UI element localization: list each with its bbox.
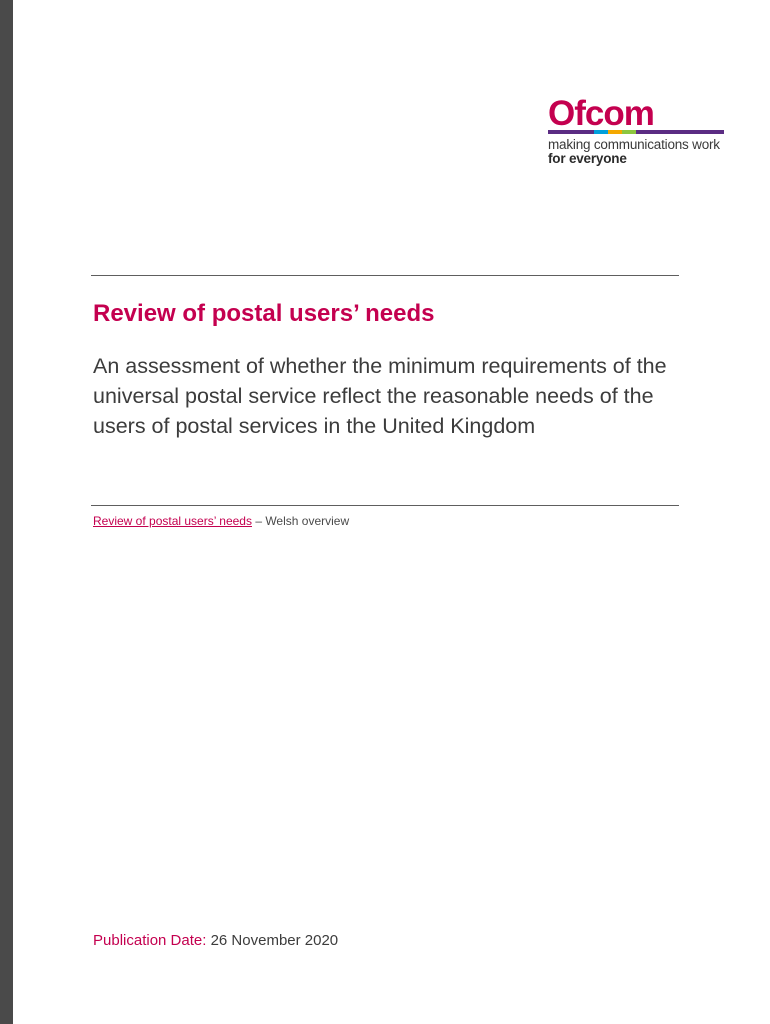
tagline-line-2: for everyone [548, 151, 627, 166]
tagline-line-1: making communications work [548, 137, 720, 152]
publication-date-label: Publication Date: [93, 932, 207, 949]
page-left-edge [0, 0, 13, 1024]
logo-color-stripe [548, 130, 724, 134]
top-divider [91, 275, 679, 276]
postal-users-needs-link[interactable]: Review of postal users’ needs [93, 514, 252, 528]
ofcom-wordmark [548, 98, 726, 128]
publication-date-value: 26 November 2020 [206, 932, 339, 949]
document-subtitle: An assessment of whether the minimum requirements of the universal postal service reflect the reasonable needs of the users of postal services in the United Kingdom [93, 354, 667, 438]
welsh-overview-suffix: – Welsh overview [251, 514, 350, 528]
document-title: Review of postal users’ needs [93, 300, 435, 327]
svg-text:Ofcom: Ofcom [548, 98, 654, 128]
bottom-divider [91, 505, 679, 506]
welsh-overview-line [93, 514, 349, 528]
publication-date [93, 932, 338, 949]
ofcom-logo [548, 98, 728, 166]
logo-tagline [548, 138, 720, 166]
